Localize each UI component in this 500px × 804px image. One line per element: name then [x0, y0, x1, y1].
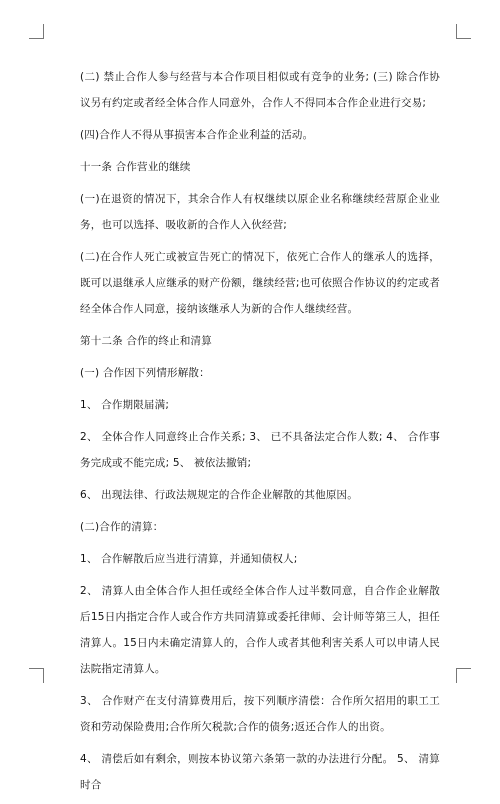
- crop-mark-bottom-right: [456, 668, 471, 683]
- crop-mark-top-right: [456, 24, 471, 39]
- paragraph: (四)合作人不得从事损害本合作企业利益的活动。: [80, 129, 314, 141]
- paragraph: (一)在退资的情况下，其余合作人有权继续以原企业名称继续经营原企业业务，也可以选择、吸收新的合作人入伙经营;: [80, 193, 440, 231]
- document-body: [80, 64, 440, 804]
- paragraph: (二)在合作人死亡或被宣告死亡的情况下，依死亡合作人的继承人的选择，既可以退继承人应继承的财产份额，继续经营;也可依照合作协议的约定或者经全体合作人同意，接纳该继承人为新的合作人继续经营。: [80, 251, 440, 315]
- crop-mark-top-left: [29, 24, 44, 39]
- list-item: 2、 全体合作人同意终止合作关系; 3、 已不具备法定合作人数; 4、 合作事务完成或不能完成; 5、 被依法撤销;: [80, 431, 440, 469]
- list-item: 3、 合作财产在支付清算费用后，按下列顺序清偿：合作所欠招用的职工工资和劳动保险费用;合作所欠税款;合作的债务;返还合作人的出资。: [80, 695, 440, 733]
- crop-mark-bottom-left: [29, 668, 44, 683]
- list-item: 6、 出现法律、行政法规规定的合作企业解散的其他原因。: [80, 489, 358, 501]
- section-heading: 第十二条 合作的终止和清算: [80, 335, 212, 347]
- paragraph: (二)合作的清算：: [80, 521, 164, 533]
- paragraph: (一) 合作因下列情形解散：: [80, 367, 210, 379]
- section-heading: 十一条 合作营业的继续: [80, 161, 191, 173]
- list-item: 1、 合作期限届满;: [80, 399, 170, 411]
- list-item: 4、 清偿后如有剩余，则按本协议第六条第一款的办法进行分配。 5、 清算时合: [80, 753, 440, 791]
- list-item: 1、 合作解散后应当进行清算，并通知债权人;: [80, 553, 298, 565]
- list-item: 2、 清算人由全体合作人担任或经全体合作人过半数同意，自合作企业解散后15日内指定合作人或合作方共同清算或委托律师、会计师等第三人，担任清算人。15日内未确定清算人的，合作人或者其他利害关系人可以申请人民法院指定清算人。: [80, 585, 440, 675]
- paragraph: (二) 禁止合作人参与经营与本合作项目相似或有竞争的业务; (三) 除合作协议另有约定或者经全体合作人同意外，合作人不得同本合作企业进行交易;: [80, 71, 440, 109]
